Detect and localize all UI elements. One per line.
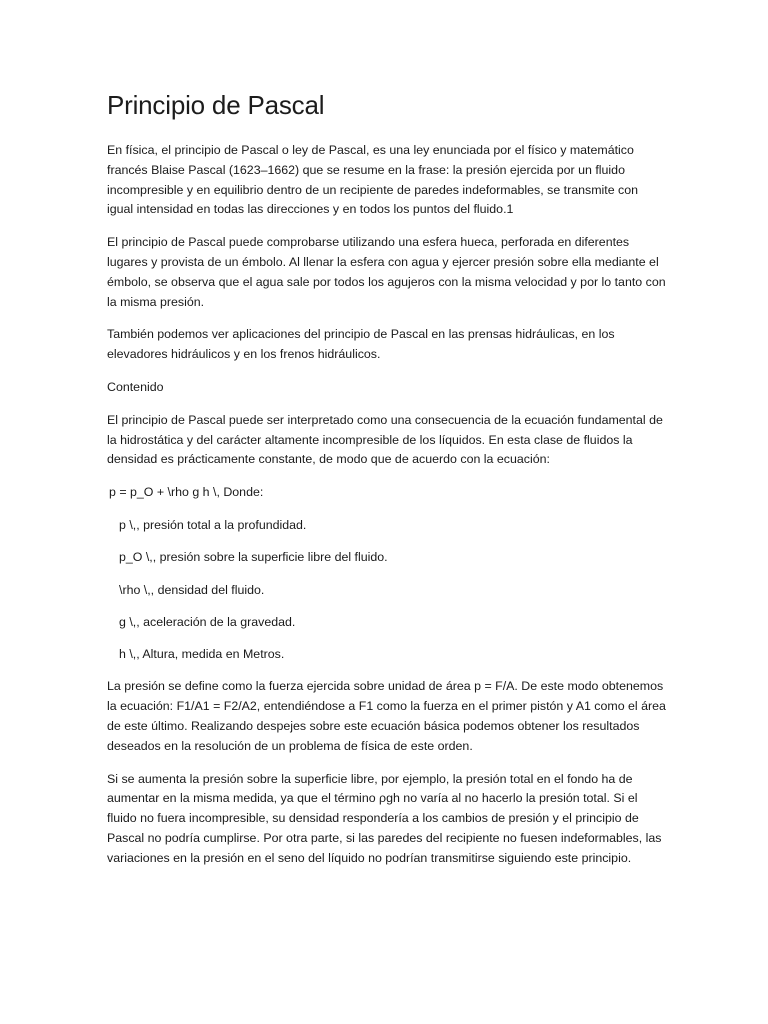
fundamental-paragraph: El principio de Pascal puede ser interpretado como una consecuencia de la ecuación fundamental de la hidrostática y del carácter altamente incompresible de los líquidos. En esta clase de fluidos la densidad es prácticamente constante, de modo que de acuerdo con la ecuación: bbox=[107, 412, 663, 467]
definition-rho: \rho \,, densidad del fluido. bbox=[119, 582, 265, 597]
outro-paragraph-1: La presión se define como la fuerza ejercida sobre unidad de área p = F/A. De este modo obtenemos la ecuación: F1/A1 = F2/A2, entendiéndose a F1 como la fuerza en el primer pistón y A1 como el área de este último. Realizando despejes sobre este ecuación básica podemos obtener los resultados deseados en la resolución de un problema de física de este orden. bbox=[107, 679, 666, 753]
page-title: Principio de Pascal bbox=[107, 90, 325, 120]
document-body bbox=[107, 88, 667, 882]
definition-p0: p_O \,, presión sobre la superficie libre del fluido. bbox=[119, 550, 388, 565]
definition-g: g \,, aceleración de la gravedad. bbox=[119, 614, 296, 629]
definition-h: h \,, Altura, medida en Metros. bbox=[119, 647, 285, 662]
pressure-formula: p = p_O + \rho g h \, Donde: bbox=[109, 485, 264, 500]
intro-paragraph-2: El principio de Pascal puede comprobarse utilizando una esfera hueca, perforada en diferentes lugares y provista de un émbolo. Al llenar la esfera con agua y ejercer presión sobre ella mediante el émbolo, se observa que el agua sale por todos los agujeros con la misma velocidad y por lo tanto con la misma presión. bbox=[107, 235, 666, 309]
intro-paragraph-3: También podemos ver aplicaciones del principio de Pascal en las prensas hidráulicas, en los elevadores hidráulicos y en los frenos hidráulicos. bbox=[107, 327, 615, 362]
section-heading-contenido: Contenido bbox=[107, 379, 164, 394]
outro-paragraph-2: Si se aumenta la presión sobre la superficie libre, por ejemplo, la presión total en el fondo ha de aumentar en la misma medida, ya que el término ρgh no varía al no hacerlo la presión total. Si el fluido no fuera incompresible, su densidad respondería a los cambios de presión y el principio de Pascal no podría cumplirse. Por otra parte, si las paredes del recipiente no fuesen indeformables, las variaciones en la presión en el seno del líquido no podrían transmitirse siguiendo este principio. bbox=[107, 771, 662, 865]
variable-definitions-list bbox=[107, 516, 667, 665]
definition-p: p \,, presión total a la profundidad. bbox=[119, 517, 307, 532]
intro-paragraph-1: En física, el principio de Pascal o ley de Pascal, es una ley enunciada por el físico y matemático francés Blaise Pascal (1623–1662) que se resume en la frase: la presión ejercida por un fluido incompresible y en equilibrio dentro de un recipiente de paredes indeformables, se transmite con igual intensidad en todas las direcciones y en todos los puntos del fluido.1 bbox=[107, 143, 639, 217]
